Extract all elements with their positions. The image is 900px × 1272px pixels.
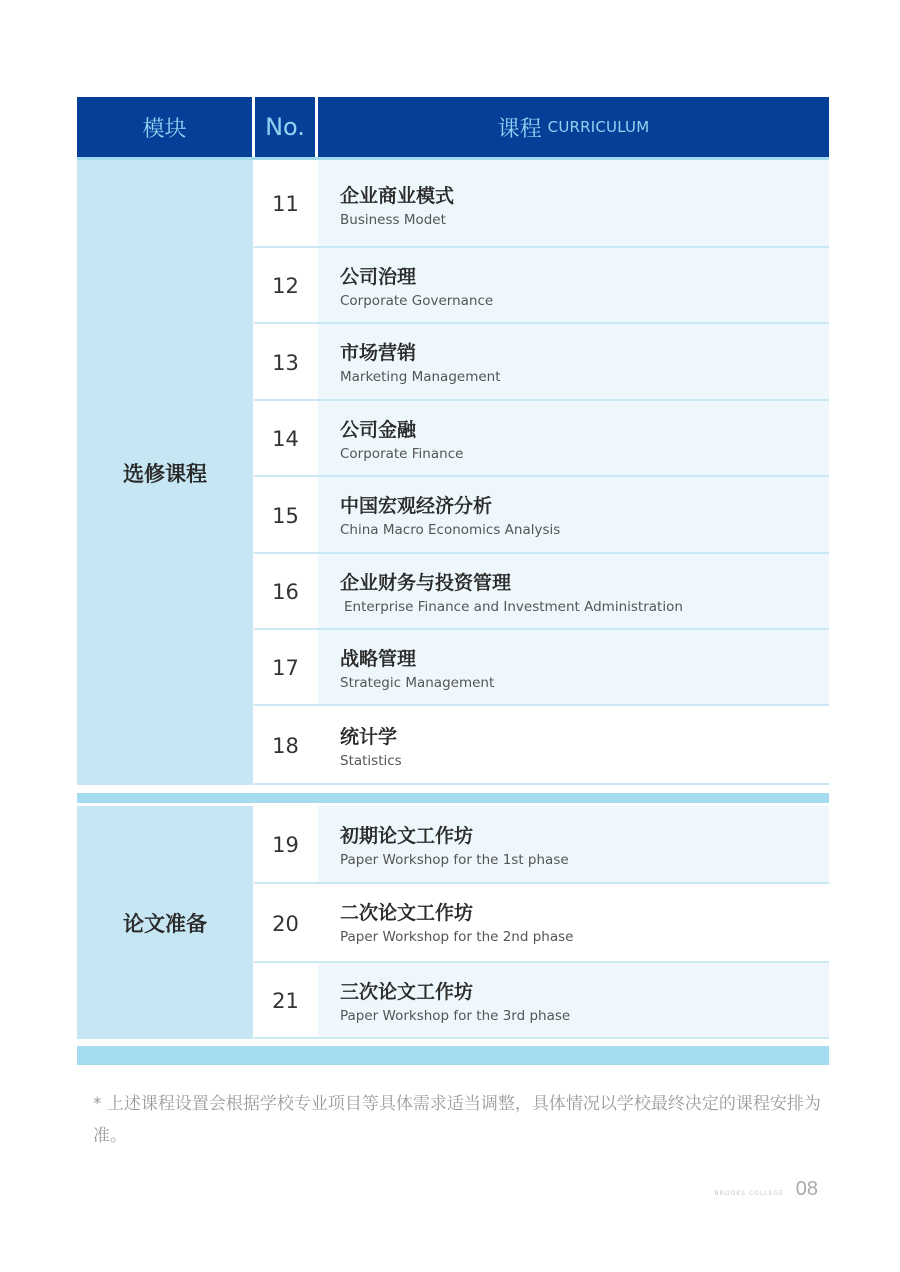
table-row bbox=[254, 160, 829, 248]
table-row bbox=[254, 884, 829, 963]
row-divider bbox=[254, 1037, 829, 1039]
course-title-en: Statistics bbox=[340, 753, 402, 769]
course-cell bbox=[318, 554, 829, 630]
table-row bbox=[254, 630, 829, 706]
course-title-en: Enterprise Finance and Investment Administration bbox=[344, 599, 683, 615]
course-title-en: Corporate Finance bbox=[340, 446, 464, 462]
course-title-en: Strategic Management bbox=[340, 675, 495, 691]
page-number: 08 bbox=[795, 1178, 818, 1200]
course-number: 20 bbox=[254, 884, 317, 963]
course-cell bbox=[318, 324, 829, 401]
table-row bbox=[254, 963, 829, 1039]
table-row bbox=[254, 806, 829, 884]
header-curriculum-en: CURRICULUM bbox=[547, 118, 650, 136]
course-number: 12 bbox=[254, 248, 317, 324]
course-number: 18 bbox=[254, 706, 317, 785]
course-title-zh: 战略管理 bbox=[340, 648, 417, 670]
course-title-en: Paper Workshop for the 3rd phase bbox=[340, 1008, 571, 1024]
page-footer bbox=[715, 1178, 818, 1201]
table-row bbox=[254, 706, 829, 785]
table-row bbox=[254, 554, 829, 630]
course-title-zh: 企业财务与投资管理 bbox=[340, 572, 512, 594]
course-number: 21 bbox=[254, 963, 317, 1039]
course-number: 17 bbox=[254, 630, 317, 706]
header-no: No. bbox=[255, 97, 315, 157]
table-header bbox=[77, 97, 829, 157]
module-separator bbox=[77, 793, 829, 803]
table-row bbox=[254, 324, 829, 401]
course-title-en: Business Modet bbox=[340, 212, 446, 228]
table-bottom-bar bbox=[77, 1046, 829, 1065]
course-cell bbox=[318, 401, 829, 477]
course-title-zh: 二次论文工作坊 bbox=[340, 902, 474, 924]
footnote: * 上述课程设置会根据学校专业项目等具体需求适当调整，具体情况以学校最终决定的课程安排为准。 bbox=[93, 1094, 821, 1146]
course-title-zh: 初期论文工作坊 bbox=[340, 825, 474, 847]
course-title-en: Paper Workshop for the 1st phase bbox=[340, 852, 569, 868]
course-cell bbox=[318, 248, 829, 324]
row-divider bbox=[254, 783, 829, 785]
course-number: 11 bbox=[254, 160, 317, 248]
course-number: 15 bbox=[254, 477, 317, 554]
course-title-en: Corporate Governance bbox=[340, 293, 494, 309]
course-cell bbox=[318, 630, 829, 706]
header-curriculum bbox=[318, 97, 829, 157]
course-cell bbox=[318, 706, 829, 785]
header-module: 模块 bbox=[77, 97, 252, 157]
table-row bbox=[254, 248, 829, 324]
course-number: 16 bbox=[254, 554, 317, 630]
module-cell-electives: 选修课程 bbox=[77, 160, 253, 785]
course-cell bbox=[318, 806, 829, 884]
course-number: 19 bbox=[254, 806, 317, 884]
module-cell-thesis: 论文准备 bbox=[77, 806, 253, 1039]
course-title-en: China Macro Economics Analysis bbox=[340, 522, 561, 538]
course-title-en: Paper Workshop for the 2nd phase bbox=[340, 929, 574, 945]
table-row bbox=[254, 401, 829, 477]
course-cell bbox=[318, 963, 829, 1039]
course-title-zh: 三次论文工作坊 bbox=[340, 981, 474, 1003]
course-title-zh: 统计学 bbox=[340, 726, 398, 748]
course-title-zh: 公司治理 bbox=[340, 266, 417, 288]
course-title-zh: 中国宏观经济分析 bbox=[340, 495, 493, 517]
course-cell bbox=[318, 477, 829, 554]
table-row bbox=[254, 477, 829, 554]
course-title-en: Marketing Management bbox=[340, 369, 501, 385]
course-cell bbox=[318, 160, 829, 248]
header-curriculum-zh: 课程 bbox=[497, 116, 542, 142]
course-number: 14 bbox=[254, 401, 317, 477]
course-title-zh: 市场营销 bbox=[340, 342, 417, 364]
course-title-zh: 公司金融 bbox=[340, 419, 417, 441]
course-cell bbox=[318, 884, 829, 963]
course-title-zh: 企业商业模式 bbox=[340, 185, 455, 207]
footer-brand: BROOKS COLLEGE bbox=[714, 1190, 784, 1197]
course-number: 13 bbox=[254, 324, 317, 401]
